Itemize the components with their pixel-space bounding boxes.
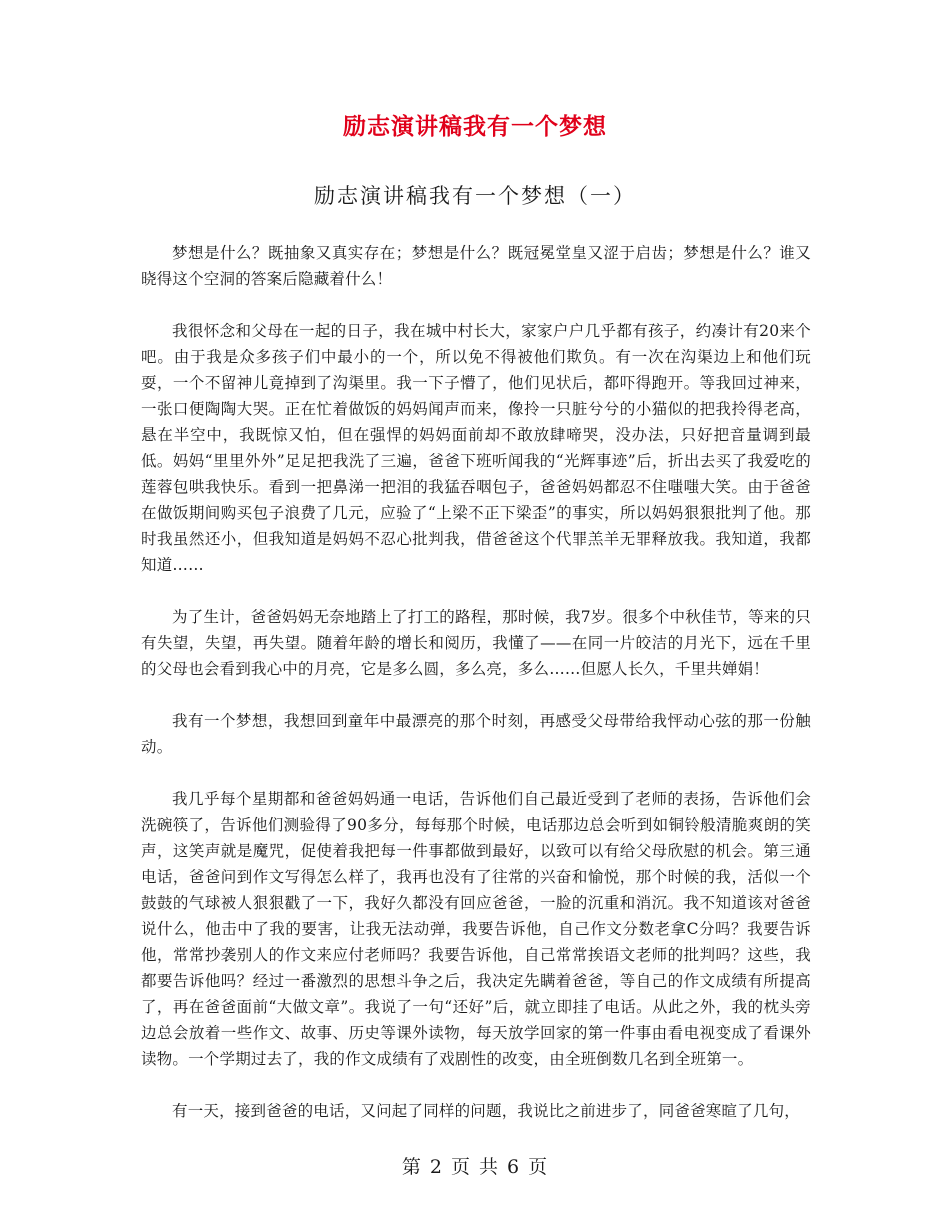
paragraph-6: 有一天，接到爸爸的电话，又问起了同样的问题，我说比之前进步了，同爸爸寒暄了几句， bbox=[172, 1102, 801, 1120]
footer-page-number: 2 bbox=[429, 1156, 443, 1178]
paragraph-2: 我很怀念和父母在一起的日子，我在城中村长大，家家户户几乎都有孩子，约凑计有20来个吧。由于我是众多孩子们中最小的一个，所以免不得被他们欺负。有一次在沟渠边上和他们玩耍，一个不留神儿竟掉到了沟渠里。我一下子懵了，他们见状后，都吓得跑开。等我回过神来，一张口便陶陶大哭。正在忙着做饭的妈妈闻声而来，像拎一只脏兮兮的小猫似的把我拎得老高，悬在半空中，我既惊又怕，但在强悍的妈妈面前却不敢放肆啼哭，没办法，只好把音量调到最低。妈妈“里里外外”足足把我洗了三遍，爸爸下班听闻我的“光辉事迹”后，折出去买了我爱吃的莲蓉包哄我快乐。看到一把鼻涕一把泪的我猛吞咽包子，爸爸妈妈都忍不住嗤嗤大笑。由于爸爸在做饭期间购买包子浪费了几元，应验了“上梁不正下梁歪”的事实，所以妈妈狠狠批判了他。那时我虽然还小，但我知道是妈妈不忍心批判我，借爸爸这个代罪羔羊无罪释放我。我知道，我都知道…… bbox=[141, 322, 811, 574]
paragraph-4: 我有一个梦想，我想回到童年中最漂亮的那个时刻，再感受父母带给我怦动心弦的那一份触动。 bbox=[141, 712, 811, 756]
page-footer bbox=[0, 1152, 950, 1179]
section-subtitle: 励志演讲稿我有一个梦想（一） bbox=[314, 184, 636, 208]
document-title: 励志演讲稿我有一个梦想 bbox=[343, 114, 607, 140]
footer-total-pages: 6 bbox=[507, 1156, 521, 1178]
footer-di: 第 bbox=[401, 1156, 422, 1178]
footer-ye: 页 bbox=[450, 1156, 471, 1178]
paragraph-1: 梦想是什么？既抽象又真实存在；梦想是什么？既冠冕堂皇又涩于启齿；梦想是什么？谁又晓得这个空洞的答案后隐藏着什么！ bbox=[141, 244, 811, 288]
paragraph-5: 我几乎每个星期都和爸爸妈妈通一电话，告诉他们自己最近受到了老师的表扬，告诉他们会洗碗筷了，告诉他们测验得了90多分，每每那个时候，电话那边总会听到如铜铃般清脆爽朗的笑声，这笑声就是魔咒，促使着我把每一件事都做到最好，以致可以有给父母欣慰的机会。第三通电话，爸爸问到作文写得怎么样了，我再也没有了往常的兴奋和愉悦，那个时候的我，活似一个鼓鼓的气球被人狠狠戳了一下，我好久都没有回应爸爸，一脸的沉重和消沉。我不知道该对爸爸说什么，他击中了我的要害，让我无法动弹，我要告诉他，自己作文分数老拿C分吗？我要告诉他，常常抄袭别人的作文来应付老师吗？我要告诉他，自己常常挨语文老师的批判吗？这些，我都要告诉他吗？经过一番激烈的思想斗争之后，我决定先瞒着爸爸，等自己的作文成绩有所提高了，再在爸爸面前“大做文章”。我说了一句“还好”后，就立即挂了电话。从此之外，我的枕头旁边总会放着一些作文、故事、历史等课外读物，每天放学回家的第一件事由看电视变成了看课外读物。一个学期过去了，我的作文成绩有了戏剧性的改变，由全班倒数几名到全班第一。 bbox=[141, 790, 811, 1068]
body-text bbox=[141, 240, 811, 1150]
footer-gong: 共 bbox=[479, 1156, 500, 1178]
paragraph-3: 为了生计，爸爸妈妈无奈地踏上了打工的路程，那时候，我7岁。很多个中秋佳节，等来的只有失望，失望，再失望。随着年龄的增长和阅历，我懂了——在同一片皎洁的月光下，远在千里的父母也会看到我心中的月亮，它是多么圆，多么亮，多么……但愿人长久，千里共婵娟！ bbox=[141, 608, 811, 678]
footer-ye-2: 页 bbox=[528, 1156, 549, 1178]
